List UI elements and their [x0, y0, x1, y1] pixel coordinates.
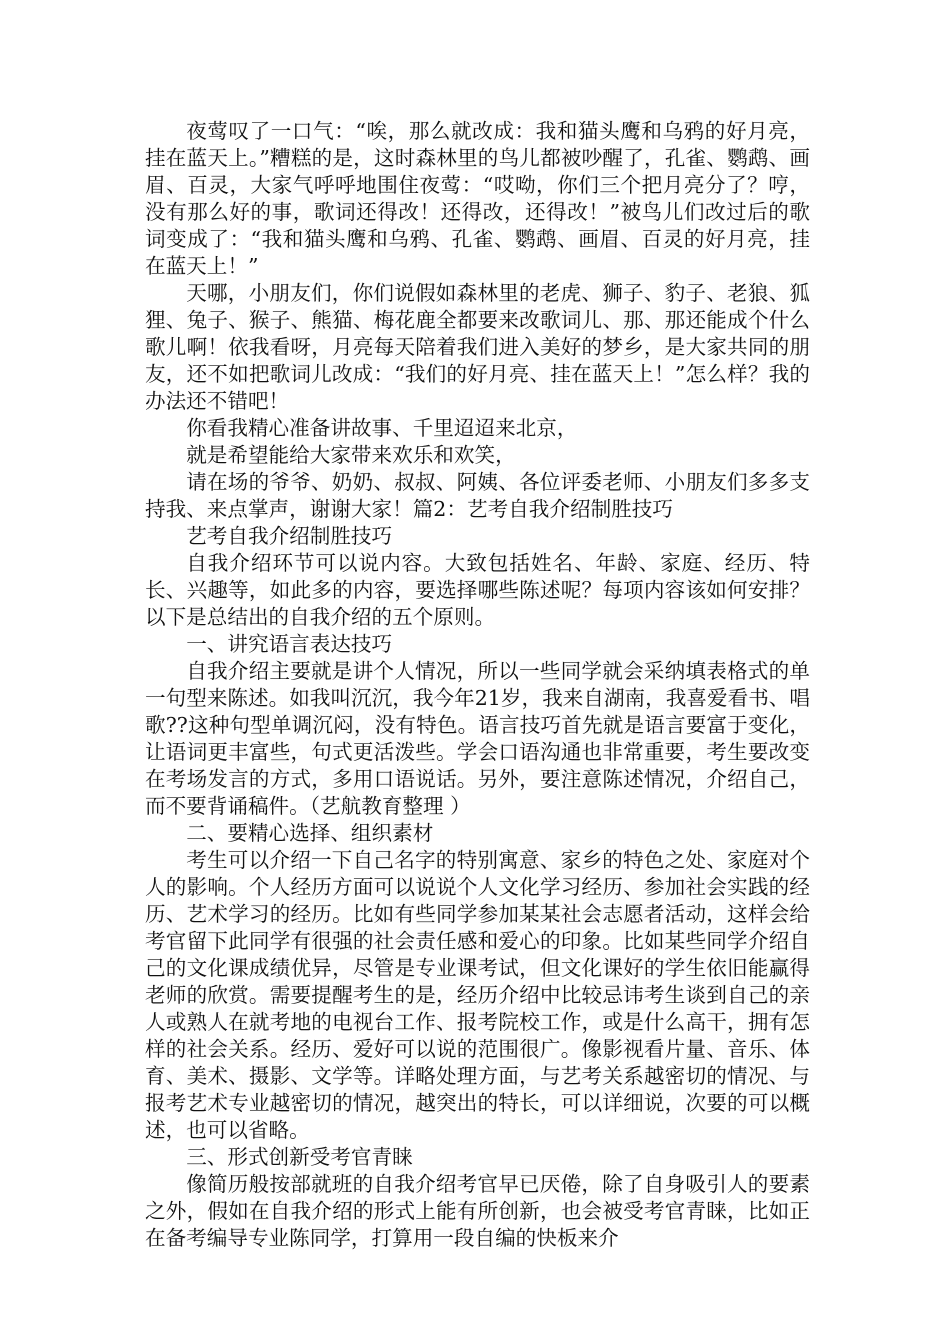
story-paragraph-nightingale: 夜莺叹了一口气：“唉，那么就改成：我和猫头鹰和乌鸦的好月亮，挂在蓝天上。”糟糕的是，这时森林里的鸟儿都被吵醒了，孔雀、鹦鹉、画眉、百灵，大家气呼呼地围住夜莺：“哎呦，你们三个把月亮分了？哼，没有那么好的事，歌词还得改！还得改，还得改！”被鸟儿们改过后的歌词变成了：“我和猫头鹰和乌鸦、孔雀、鹦鹉、画眉、百灵的好月亮，挂在蓝天上！”: [145, 119, 810, 278]
section-heading-1: 一、讲究语言表达技巧: [186, 632, 393, 656]
story-paragraph-forest-animals: 天哪，小朋友们，你们说假如森林里的老虎、狮子、豹子、老狼、狐狸、兔子、猴子、熊猫、梅花鹿全都要来改歌词儿、那、那还能成个什么歌儿啊！依我看呀，月亮每天陪着我们进入美好的梦乡，是大家共同的朋友，还不如把歌词儿改成：“我们的好月亮、挂在蓝天上！”怎么样？我的办法还不错吧！: [145, 281, 810, 413]
section-paragraph-1: 自我介绍主要就是讲个人情况，所以一些同学就会采纳填表格式的单一句型来陈述。如我叫沉沉，我今年21岁，我来自湖南，我喜爱看书、唱歌??这种句型单调沉闷，没有特色。语言技巧首先就是语言要富于变化，让语词更丰富些，句式更活泼些。学会口语沟通也非常重要，考生要改变在考场发言的方式，多用口语说话。另外，要注意陈述情况，介绍自己，而不要背诵稿件。（艺航教育整理 ）: [145, 659, 810, 818]
closing-line-1: 你看我精心准备讲故事、千里迢迢来北京，: [186, 416, 578, 440]
document-body: [145, 118, 810, 1252]
section-paragraph-3: 像简历般按部就班的自我介绍考官早已厌倦，除了自身吸引人的要素之外，假如在自我介绍的形式上能有所创新，也会被受考官青睐，比如正在备考编导专业陈同学，打算用一段自编的快板来介: [145, 1172, 810, 1250]
section-heading-3: 三、形式创新受考官青睐: [186, 1145, 413, 1169]
article-title: 艺考自我介绍制胜技巧: [186, 524, 393, 548]
intro-paragraph: 自我介绍环节可以说内容。大致包括姓名、年龄、家庭、经历、特长、兴趣等，如此多的内容，要选择哪些陈述呢？每项内容该如何安排？以下是总结出的自我介绍的五个原则。: [145, 551, 810, 629]
section-heading-2: 二、要精心选择、组织素材: [186, 821, 434, 845]
section-paragraph-2: 考生可以介绍一下自己名字的特别寓意、家乡的特色之处、家庭对个人的影响。个人经历方面可以说说个人文化学习经历、参加社会实践的经历、艺术学习的经历。比如有些同学参加某某社会志愿者活动，这样会给考官留下此同学有很强的社会责任感和爱心的印象。比如某些同学介绍自己的文化课成绩优异，尽管是专业课考试，但文化课好的学生依旧能赢得老师的欣赏。需要提醒考生的是，经历介绍中比较忌讳考生谈到自己的亲人或熟人在就考地的电视台工作、报考院校工作，或是什么高干，拥有怎样的社会关系。经历、爱好可以说的范围很广。像影视看片量、音乐、体育、美术、摄影、文学等。详略处理方面，与艺考关系越密切的情况、与报考艺术专业越密切的情况，越突出的特长，可以详细说，次要的可以概述，也可以省略。: [145, 848, 810, 1142]
closing-line-2: 就是希望能给大家带来欢乐和欢笑，: [186, 443, 516, 467]
closing-line-3: 请在场的爷爷、奶奶、叔叔、阿姨、各位评委老师、小朋友们多多支持我、来点掌声，谢谢大家！篇2：艺考自我介绍制胜技巧: [145, 470, 810, 521]
